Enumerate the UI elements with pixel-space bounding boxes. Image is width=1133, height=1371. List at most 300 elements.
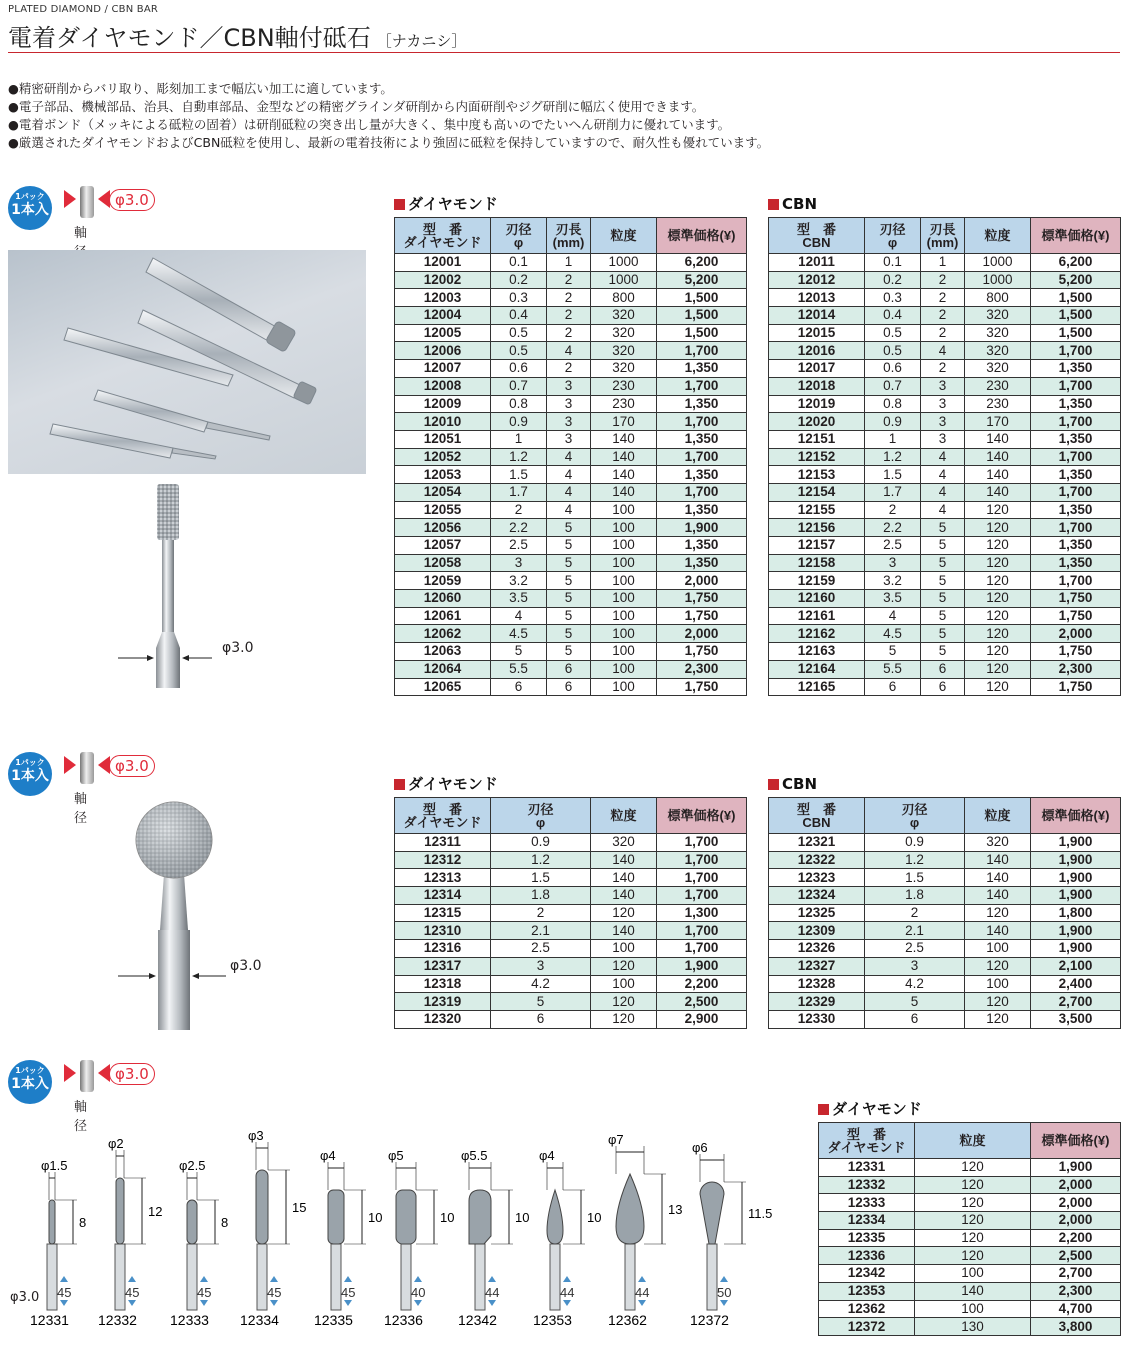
table-cell: 12159	[769, 572, 865, 590]
table-cell: 0.5	[865, 324, 921, 342]
table-cell: 12061	[395, 607, 491, 625]
table-cell: 2,300	[1031, 660, 1121, 678]
table-cell: 12164	[769, 660, 865, 678]
table-row	[395, 271, 747, 289]
table-row	[395, 413, 747, 431]
table-row	[769, 887, 1121, 905]
table-cell: 12362	[819, 1300, 915, 1318]
table-cell: 4	[547, 466, 591, 484]
up-arrow-icon	[200, 1276, 208, 1282]
shape-code: 12332	[98, 1312, 137, 1328]
table-cell: 170	[965, 413, 1031, 431]
table-row	[769, 660, 1121, 678]
table-row	[769, 940, 1121, 958]
table-cell: 2.1	[865, 922, 965, 940]
table-diamond-1	[394, 217, 747, 696]
table-cell: 0.5	[491, 342, 547, 360]
table-row	[395, 625, 747, 643]
table-cell: 800	[591, 289, 657, 307]
table-row	[395, 940, 747, 958]
table-cell: 12058	[395, 554, 491, 572]
table-cell: 4	[547, 342, 591, 360]
table-cell: 320	[591, 834, 657, 852]
table-row	[769, 572, 1121, 590]
table-cell: 120	[915, 1247, 1031, 1265]
table-row	[819, 1194, 1121, 1212]
table-cell: 230	[965, 377, 1031, 395]
shape-drawings	[0, 1100, 800, 1367]
bars-illustration	[8, 250, 366, 474]
table-cell: 2,400	[1031, 975, 1121, 993]
shank-length-label: 45	[57, 1285, 72, 1300]
table-cell: 140	[965, 922, 1031, 940]
col-price: 標準価格(¥)	[1031, 218, 1121, 254]
table-cell: 3	[865, 957, 965, 975]
table-cell: 5.5	[865, 660, 921, 678]
table-cell: 4	[491, 607, 547, 625]
table-cell: 5	[547, 590, 591, 608]
col-grit: 粒度	[965, 218, 1031, 254]
table-cell: 120	[965, 660, 1031, 678]
table-cell: 1,700	[1031, 448, 1121, 466]
subtitle: PLATED DIAMOND / CBN BAR	[8, 4, 159, 15]
col-price: 標準価格(¥)	[657, 218, 747, 254]
table-cell: 12052	[395, 448, 491, 466]
table-cell: 12342	[819, 1265, 915, 1283]
table-cell: 1,900	[1031, 940, 1121, 958]
arrow-right-icon	[64, 1064, 76, 1082]
table-cell: 5	[921, 590, 965, 608]
table-cell: 3	[547, 395, 591, 413]
table-cell: 1,700	[657, 342, 747, 360]
table-cell: 12015	[769, 324, 865, 342]
table-row	[769, 869, 1121, 887]
table-cell: 140	[591, 466, 657, 484]
col-grit: 粒度	[915, 1123, 1031, 1159]
down-arrow-icon	[638, 1300, 646, 1306]
table-cell: 0.1	[491, 254, 547, 272]
table-cell: 2.5	[865, 940, 965, 958]
shank	[47, 1244, 57, 1310]
table-cell: 3,500	[1031, 1010, 1121, 1028]
section-title-cbn: CBN	[768, 194, 817, 214]
table-cell: 0.3	[491, 289, 547, 307]
pack-badge-group	[8, 752, 149, 826]
table-cell: 5	[491, 643, 547, 661]
table-cell: 1.2	[491, 851, 591, 869]
table-cell: 120	[965, 957, 1031, 975]
table-cell: 1,500	[1031, 289, 1121, 307]
table-cell: 6,200	[657, 254, 747, 272]
table-cell: 1,500	[1031, 324, 1121, 342]
table-cell: 6	[921, 660, 965, 678]
table-cell: 1,350	[657, 537, 747, 555]
up-arrow-icon	[720, 1276, 728, 1282]
page-title: 電着ダイヤモンド／CBN軸付砥石 ［ナカニシ］	[8, 24, 467, 52]
table-cell: 1,350	[1031, 430, 1121, 448]
table-cell: 6	[865, 678, 921, 696]
table-cell: 230	[965, 395, 1031, 413]
table-cell: 12062	[395, 625, 491, 643]
shape-dia-label: φ5	[388, 1148, 404, 1163]
table-cell: 120	[965, 501, 1031, 519]
table-cell: 1,300	[657, 904, 747, 922]
table-cell: 2	[865, 904, 965, 922]
shank	[115, 1244, 125, 1310]
table-row	[819, 1318, 1121, 1336]
table-row	[819, 1265, 1121, 1283]
table-cell: 12063	[395, 643, 491, 661]
table-row	[395, 289, 747, 307]
shape-dia-label: φ3	[248, 1128, 264, 1143]
table-cell: 1,700	[1031, 377, 1121, 395]
table-cell: 1,500	[657, 324, 747, 342]
table-cell: 1	[865, 430, 921, 448]
table-cell: 4	[547, 501, 591, 519]
shank	[625, 1244, 635, 1310]
table-cell: 12333	[819, 1194, 915, 1212]
shank	[475, 1244, 485, 1310]
table-cell: 2,500	[657, 993, 747, 1011]
shape-code: 12335	[314, 1312, 353, 1328]
table-row	[395, 430, 747, 448]
table-cell: 1,350	[1031, 395, 1121, 413]
table-cell: 1.5	[865, 869, 965, 887]
table-cell: 140	[591, 869, 657, 887]
table-cell: 12313	[395, 869, 491, 887]
table-cell: 1.5	[865, 466, 921, 484]
shape-dia-label: φ2	[108, 1136, 124, 1151]
table-cell: 100	[591, 537, 657, 555]
table-cell: 1,750	[657, 678, 747, 696]
col-dia: 刃径 φ	[865, 218, 921, 254]
table-cell: 3	[921, 413, 965, 431]
table-cell: 120	[591, 957, 657, 975]
table-cell: 100	[591, 660, 657, 678]
table-cell: 12019	[769, 395, 865, 413]
table-cell: 100	[591, 678, 657, 696]
table-cell: 100	[591, 519, 657, 537]
table-cell: 3,800	[1031, 1318, 1121, 1336]
table-cell: 4.5	[491, 625, 547, 643]
table-cell: 1,700	[657, 922, 747, 940]
table-row	[769, 395, 1121, 413]
table-cell: 12156	[769, 519, 865, 537]
shaft-label: 軸径	[74, 792, 88, 826]
table-cell: 5	[547, 572, 591, 590]
table-cell: 3.5	[491, 590, 547, 608]
table-cell: 1,700	[657, 887, 747, 905]
table-cell: 140	[915, 1282, 1031, 1300]
table-cell: 120	[591, 993, 657, 1011]
table-cell: 5	[547, 607, 591, 625]
up-arrow-icon	[563, 1276, 571, 1282]
up-arrow-icon	[60, 1276, 68, 1282]
down-arrow-icon	[128, 1300, 136, 1306]
table-cell: 12160	[769, 590, 865, 608]
shank-length-label: 44	[635, 1285, 650, 1300]
table-cell: 2	[921, 289, 965, 307]
table-cell: 3	[491, 554, 547, 572]
col-model: 型 番 ダイヤモンド	[819, 1123, 915, 1159]
table-cell: 1,700	[657, 851, 747, 869]
table-cbn-1	[768, 217, 1121, 696]
table-cell: 120	[965, 678, 1031, 696]
shape-code: 12334	[240, 1312, 279, 1328]
shank	[331, 1244, 341, 1310]
shank	[257, 1244, 267, 1310]
abrasive-tip	[187, 1200, 197, 1244]
table-cell: 320	[591, 324, 657, 342]
table-cell: 2	[921, 324, 965, 342]
table-cell: 120	[965, 590, 1031, 608]
table-cell: 140	[965, 887, 1031, 905]
table-cell: 12011	[769, 254, 865, 272]
table-cell: 1,750	[1031, 678, 1121, 696]
table-cell: 2	[547, 271, 591, 289]
table-cell: 12325	[769, 904, 865, 922]
table-cell: 1,700	[657, 483, 747, 501]
table-cell: 4	[865, 607, 921, 625]
table-cell: 0.5	[865, 342, 921, 360]
table-row	[769, 590, 1121, 608]
shank	[187, 1244, 197, 1310]
table-cell: 5	[491, 993, 591, 1011]
ball-bar-drawing	[100, 790, 280, 1030]
shape-len-label: 8	[79, 1215, 87, 1230]
table-cell: 100	[965, 940, 1031, 958]
table-row	[395, 501, 747, 519]
table-cell: 3	[921, 377, 965, 395]
table-row	[769, 554, 1121, 572]
table-cell: 0.1	[865, 254, 921, 272]
table-row	[769, 413, 1121, 431]
table-cell: 0.4	[491, 307, 547, 325]
table-cell: 4.2	[865, 975, 965, 993]
table-row	[769, 834, 1121, 852]
shaft-dia-badge: φ3.0	[109, 755, 155, 777]
table-cell: 1,700	[657, 869, 747, 887]
table-cell: 12153	[769, 466, 865, 484]
table-cell: 0.9	[491, 834, 591, 852]
col-model: 型 番 CBN	[769, 218, 865, 254]
table-cell: 230	[591, 395, 657, 413]
table-cell: 140	[591, 887, 657, 905]
table-cell: 1,900	[1031, 887, 1121, 905]
table-cell: 100	[591, 572, 657, 590]
table-cell: 12331	[819, 1159, 915, 1177]
col-dia: 刃径 φ	[865, 798, 965, 834]
table-cell: 1	[921, 254, 965, 272]
table-cell: 120	[965, 904, 1031, 922]
table-cell: 140	[591, 851, 657, 869]
up-arrow-icon	[638, 1276, 646, 1282]
table-cell: 4	[547, 483, 591, 501]
table-row	[769, 377, 1121, 395]
table-cell: 4	[547, 448, 591, 466]
table-cell: 3	[921, 395, 965, 413]
table-cell: 12161	[769, 607, 865, 625]
table-row	[819, 1176, 1121, 1194]
table-cell: 0.4	[865, 307, 921, 325]
table-row	[769, 993, 1121, 1011]
col-grit: 粒度	[965, 798, 1031, 834]
col-dia: 刃径 φ	[491, 798, 591, 834]
shape-shank-dimension: φ3.0	[10, 1290, 40, 1305]
table-cell: 6	[491, 678, 547, 696]
table-cell: 140	[591, 448, 657, 466]
table-cell: 12053	[395, 466, 491, 484]
table-row	[769, 342, 1121, 360]
table-cell: 5	[921, 554, 965, 572]
table-row	[395, 307, 747, 325]
table-cell: 1000	[965, 254, 1031, 272]
table-row	[769, 271, 1121, 289]
table-cell: 5	[547, 643, 591, 661]
table-cell: 5,200	[1031, 271, 1121, 289]
table-cell: 0.9	[865, 834, 965, 852]
table-cell: 12328	[769, 975, 865, 993]
table-cell: 12151	[769, 430, 865, 448]
table-row	[395, 590, 747, 608]
table-cell: 5	[547, 537, 591, 555]
table-row	[769, 519, 1121, 537]
abrasive-tip	[49, 1200, 55, 1244]
table-cell: 1.2	[865, 448, 921, 466]
table-row	[395, 851, 747, 869]
table-cell: 130	[915, 1318, 1031, 1336]
shape-svg	[0, 1100, 800, 1367]
shape-dia-label: φ4	[539, 1148, 555, 1163]
table-cell: 140	[965, 869, 1031, 887]
table-cell: 2	[491, 501, 547, 519]
table-cell: 1,700	[657, 413, 747, 431]
bar-drawing	[100, 478, 280, 688]
table-cell: 12005	[395, 324, 491, 342]
table-row	[395, 1010, 747, 1028]
shape-len-label: 10	[587, 1210, 602, 1225]
table-cell: 100	[915, 1265, 1031, 1283]
table-cell: 120	[965, 1010, 1031, 1028]
table-cell: 2	[547, 324, 591, 342]
table-cell: 12318	[395, 975, 491, 993]
table-cell: 2	[921, 360, 965, 378]
shank-length-label: 45	[267, 1285, 282, 1300]
table-cell: 1,350	[657, 554, 747, 572]
table-cell: 2.2	[865, 519, 921, 537]
table-cell: 12327	[769, 957, 865, 975]
table-cell: 0.6	[491, 360, 547, 378]
shaft-dia-badge: φ3.0	[109, 1063, 155, 1085]
table-cell: 5	[865, 993, 965, 1011]
abrasive-tip	[157, 484, 179, 540]
shape-len-label: 13	[668, 1202, 683, 1217]
table-cell: 0.7	[865, 377, 921, 395]
table-cell: 100	[591, 625, 657, 643]
table-cell: 4	[921, 342, 965, 360]
table-row	[819, 1300, 1121, 1318]
table-cell: 2,000	[657, 572, 747, 590]
shank-length-label: 45	[197, 1285, 212, 1300]
table-row	[819, 1159, 1121, 1177]
table-cell: 5	[547, 625, 591, 643]
table-row	[395, 254, 747, 272]
shape-len-label: 10	[515, 1210, 530, 1225]
table-cell: 0.2	[491, 271, 547, 289]
pack-badge-group	[8, 1060, 149, 1134]
table-row	[769, 625, 1121, 643]
table-cell: 12008	[395, 377, 491, 395]
section-title-diamond: ダイヤモンド	[818, 1099, 922, 1119]
table-row	[819, 1247, 1121, 1265]
table-cell: 120	[591, 1010, 657, 1028]
table-cell: 12002	[395, 271, 491, 289]
table-cell: 12051	[395, 430, 491, 448]
arrow-right-icon	[64, 756, 76, 774]
table-row	[395, 466, 747, 484]
table-cell: 140	[965, 483, 1031, 501]
table-cell: 100	[591, 501, 657, 519]
table-row	[769, 501, 1121, 519]
section-title-diamond: ダイヤモンド	[394, 194, 498, 214]
table-cell: 1,350	[1031, 501, 1121, 519]
col-model: 型 番 CBN	[769, 798, 865, 834]
shaft-label: 軸径	[74, 1100, 88, 1134]
shaft-dimension: φ3.0	[230, 958, 262, 974]
shape-code: 12333	[170, 1312, 209, 1328]
table-cell: 100	[591, 554, 657, 572]
shape-code: 12336	[384, 1312, 423, 1328]
table-cell: 2	[491, 904, 591, 922]
table-cell: 2	[921, 307, 965, 325]
table-cell: 5	[547, 554, 591, 572]
table-cell: 1000	[591, 271, 657, 289]
table-cell: 1,900	[1031, 851, 1121, 869]
table-cell: 3	[865, 554, 921, 572]
table-cell: 230	[591, 377, 657, 395]
table-row	[395, 395, 747, 413]
table-cell: 3.2	[865, 572, 921, 590]
pack-badge: 1パック 1本入	[8, 1060, 52, 1104]
shaft-label: 軸	[74, 226, 88, 241]
table-cell: 120	[965, 993, 1031, 1011]
table-cell: 2,100	[1031, 957, 1121, 975]
table-cell: 1,900	[1031, 834, 1121, 852]
table-cell: 1.7	[491, 483, 547, 501]
col-price: 標準価格(¥)	[657, 798, 747, 834]
table-cell: 0.8	[865, 395, 921, 413]
table-cell: 12322	[769, 851, 865, 869]
table-cell: 3.2	[491, 572, 547, 590]
table-cell: 140	[965, 851, 1031, 869]
table-cell: 1,900	[657, 957, 747, 975]
table-cell: 1,700	[1031, 413, 1121, 431]
table-cell: 2.2	[491, 519, 547, 537]
table-cell: 100	[591, 607, 657, 625]
table-cell: 1,700	[657, 834, 747, 852]
table-row	[395, 678, 747, 696]
table-row	[769, 324, 1121, 342]
table-cell: 12324	[769, 887, 865, 905]
table-cell: 0.6	[865, 360, 921, 378]
table-row	[769, 430, 1121, 448]
table-cell: 1,900	[1031, 922, 1121, 940]
table-cell: 12004	[395, 307, 491, 325]
table-cell: 1,750	[657, 590, 747, 608]
col-price: 標準価格(¥)	[1031, 798, 1121, 834]
table-cell: 12014	[769, 307, 865, 325]
table-cell: 1,750	[1031, 607, 1121, 625]
